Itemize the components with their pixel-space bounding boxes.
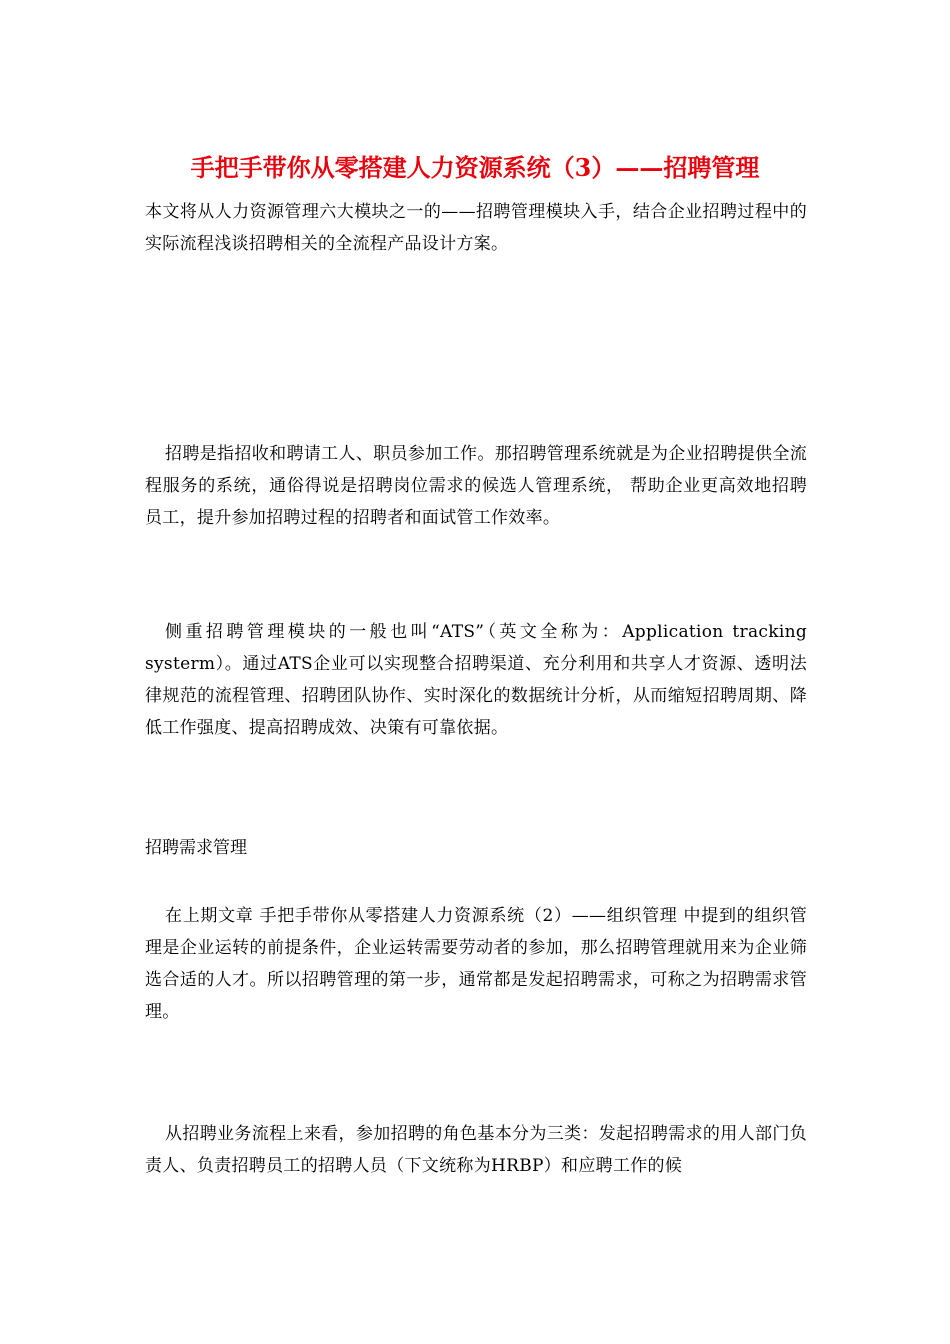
body-paragraph-2: 侧重招聘管理模块的一般也叫“ATS”（英文全称为：Application tracking systerm）。通过ATS企业可以实现整合招聘渠道、充分利用和共享人才资源、透明法律规范的流程管理、招聘团队协作、实时深化的数据统计分析，从而缩短招聘周期、降低工作强度、提高招聘成效、决策有可靠依据。 (145, 622, 807, 738)
intro-paragraph: 本文将从人力资源管理六大模块之一的——招聘管理模块入手，结合企业招聘过程中的实际流程浅谈招聘相关的全流程产品设计方案。 (145, 202, 807, 254)
section-paragraph-2: 从招聘业务流程上来看，参加招聘的角色基本分为三类：发起招聘需求的用人部门负责人、负责招聘员工的招聘人员（下文统称为HRBP）和应聘工作的候 (145, 1124, 807, 1176)
section-heading: 招聘需求管理 (145, 838, 247, 858)
section-paragraph-1: 在上期文章 手把手带你从零搭建人力资源系统（2）——组织管理 中提到的组织管理是企业运转的前提条件，企业运转需要劳动者的参加，那么招聘管理就用来为企业筛选合适的人才。所以招聘管理的第一步，通常都是发起招聘需求，可称之为招聘需求管理。 (145, 906, 807, 1022)
document-title: 手把手带你从零搭建人力资源系统（3）——招聘管理 (190, 153, 760, 182)
body-paragraph-1: 招聘是指招收和聘请工人、职员参加工作。那招聘管理系统就是为企业招聘提供全流程服务的系统，通俗得说是招聘岗位需求的候选人管理系统， 帮助企业更高效地招聘员工，提升参加招聘过程的招聘者和面试管工作效率。 (145, 444, 807, 528)
